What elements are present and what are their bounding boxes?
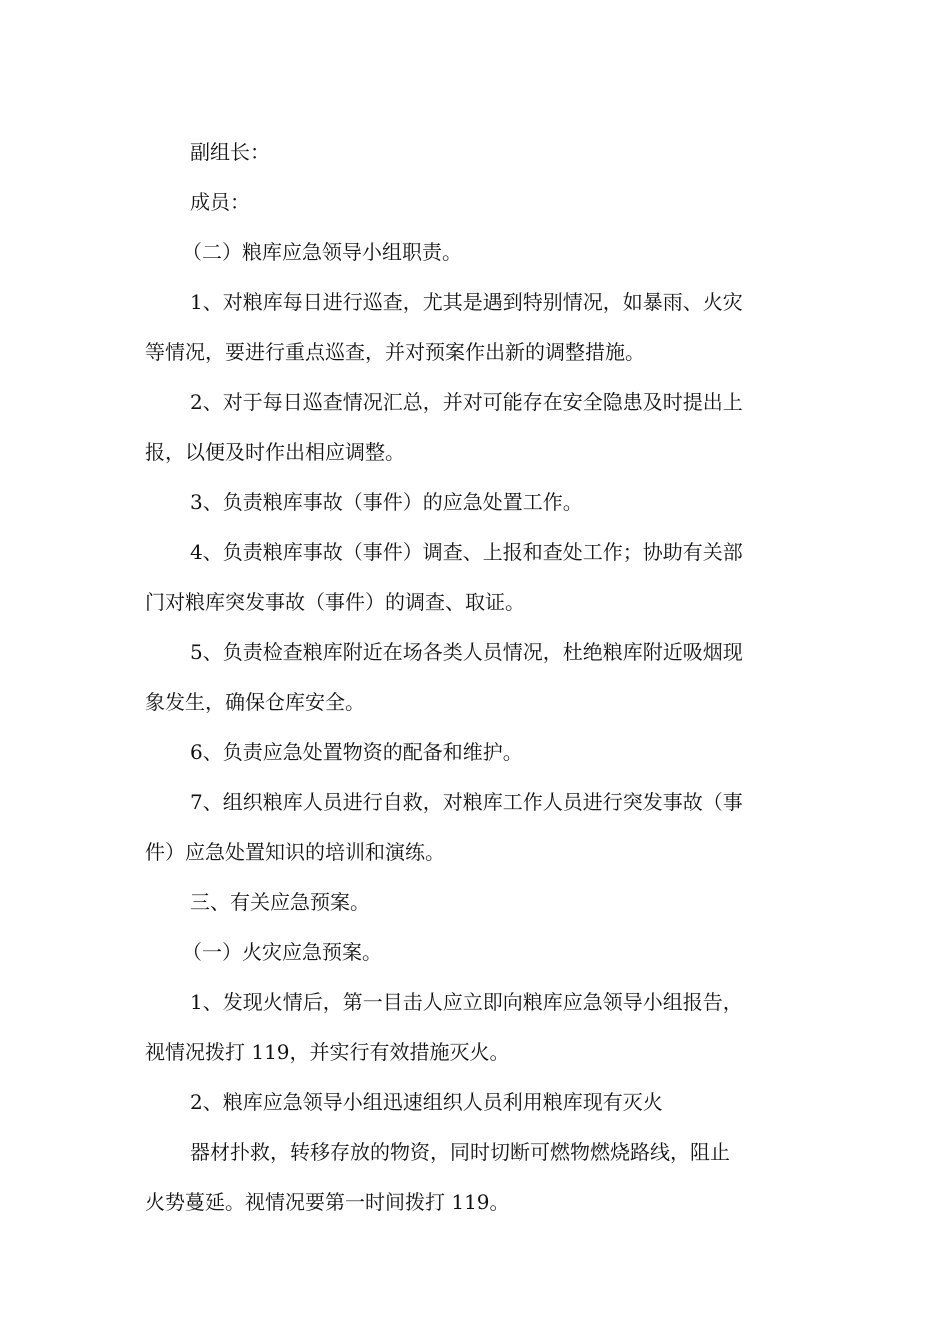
subsection-heading: （一）火灾应急预案。 bbox=[182, 940, 382, 964]
paragraph-line: 1、发现火情后，第一目击人应立即向粮库应急领导小组报告， bbox=[190, 990, 743, 1014]
paragraph-line: 象发生，确保仓库安全。 bbox=[145, 690, 365, 714]
paragraph-line: 6、负责应急处置物资的配备和维护。 bbox=[190, 740, 523, 764]
paragraph-line: 2、粮库应急领导小组迅速组织人员利用粮库现有灭火 bbox=[190, 1090, 663, 1114]
paragraph-line: 火势蔓延。视情况要第一时间拨打 119。 bbox=[145, 1190, 510, 1214]
paragraph-line: 视情况拨打 119，并实行有效措施灭火。 bbox=[145, 1040, 510, 1064]
paragraph-line: 等情况，要进行重点巡查，并对预案作出新的调整措施。 bbox=[145, 340, 645, 364]
paragraph-line: 5、负责检查粮库附近在场各类人员情况，杜绝粮库附近吸烟现 bbox=[190, 640, 743, 664]
section-heading: （二）粮库应急领导小组职责。 bbox=[182, 240, 462, 264]
paragraph-line: 2、对于每日巡查情况汇总，并对可能存在安全隐患及时提出上 bbox=[190, 390, 743, 414]
deputy-leader-line: 副组长： bbox=[190, 140, 270, 164]
paragraph-line: 件）应急处置知识的培训和演练。 bbox=[145, 840, 445, 864]
section-heading: 三、有关应急预案。 bbox=[190, 890, 370, 914]
paragraph-line: 7、组织粮库人员进行自救，对粮库工作人员进行突发事故（事 bbox=[190, 790, 743, 814]
paragraph-line: 门对粮库突发事故（事件）的调查、取证。 bbox=[145, 590, 525, 614]
paragraph-line: 报，以便及时作出相应调整。 bbox=[145, 440, 405, 464]
paragraph-line: 4、负责粮库事故（事件）调查、上报和查处工作；协助有关部 bbox=[190, 540, 743, 564]
members-line: 成员： bbox=[190, 190, 250, 214]
paragraph-line: 3、负责粮库事故（事件）的应急处置工作。 bbox=[190, 490, 583, 514]
paragraph-line: 器材扑救，转移存放的物资，同时切断可燃物燃烧路线，阻止 bbox=[190, 1140, 730, 1164]
paragraph-line: 1、对粮库每日进行巡查，尤其是遇到特别情况，如暴雨、火灾 bbox=[190, 290, 743, 314]
